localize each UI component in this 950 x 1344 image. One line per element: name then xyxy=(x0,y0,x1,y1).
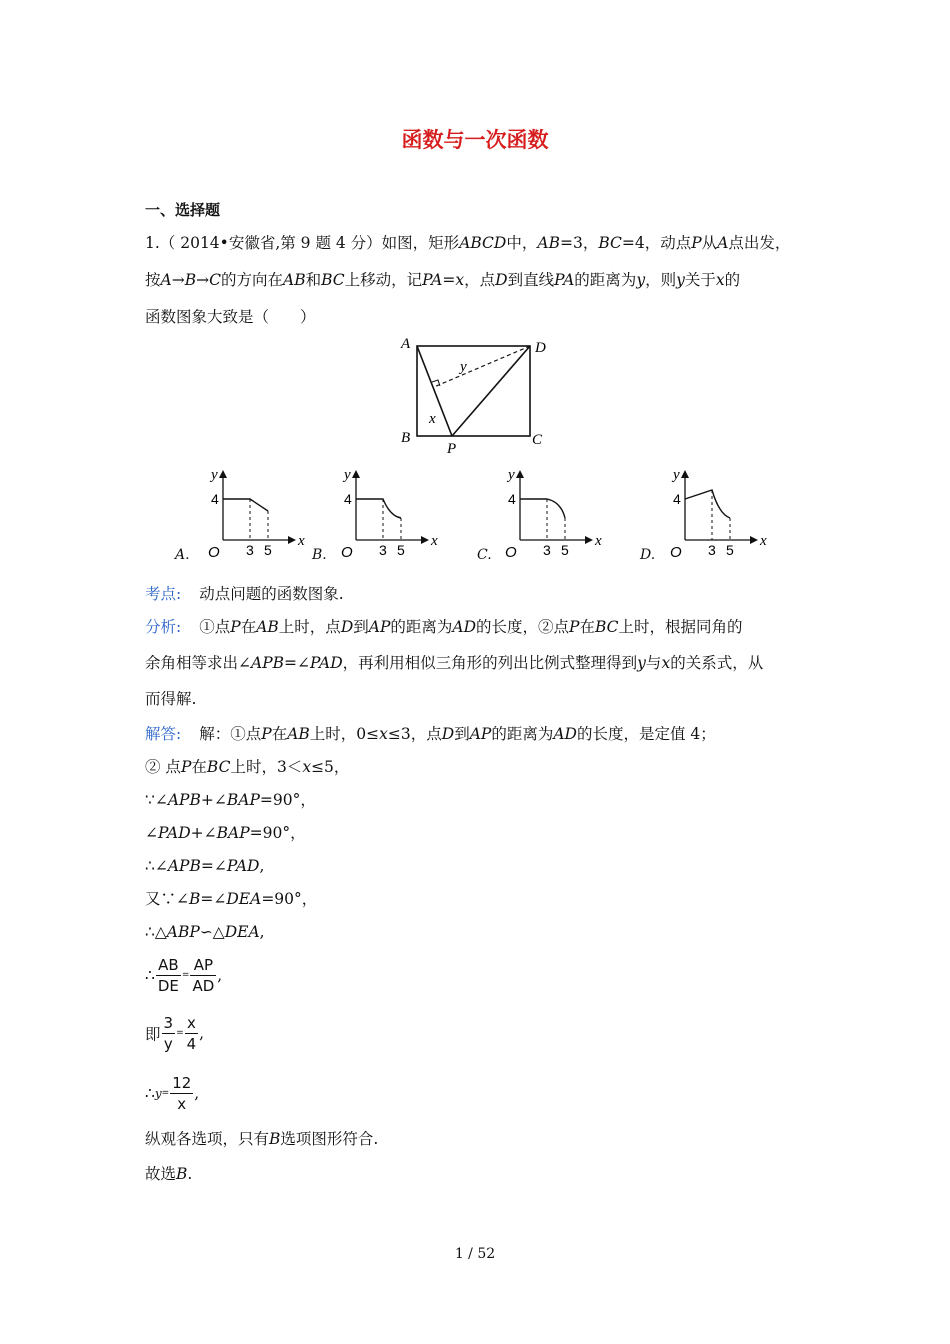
y-label: y xyxy=(344,467,351,483)
question-number: 1. xyxy=(145,234,160,252)
tick-4: 4 xyxy=(508,491,516,507)
option-b-label[interactable]: B. xyxy=(312,547,327,563)
fenxi-line-2: 余角相等求出∠APB=∠PAD，再利用相似三角形的列出比例式整理得到y与x的关系式，从 xyxy=(145,654,764,672)
tick-3: 3 xyxy=(543,542,551,558)
jieda-line-4: ∠PAD+∠BAP=90°， xyxy=(145,824,306,842)
option-c-label[interactable]: C. xyxy=(477,547,492,563)
option-c-graph xyxy=(497,462,607,562)
label-p: P xyxy=(447,441,457,457)
tick-3: 3 xyxy=(379,542,387,558)
tick-5: 5 xyxy=(726,542,734,558)
label-x: x xyxy=(429,411,436,427)
question-line-3: 函数图象大致是（ ） xyxy=(145,308,316,326)
perpendicular-de xyxy=(434,346,530,387)
y-label: y xyxy=(673,467,680,483)
jieda-line-2: ② 点P在BC上时，3＜x≤5， xyxy=(145,758,350,776)
origin-label: O xyxy=(670,544,682,561)
x-arrow xyxy=(288,536,296,544)
x-label: x xyxy=(595,533,602,549)
x-arrow xyxy=(585,536,593,544)
jieda-label: 解答: xyxy=(145,725,182,743)
tick-4: 4 xyxy=(211,491,219,507)
fraction-x-4: $\frac{x}{4}$ xyxy=(186,1014,197,1053)
fraction-line-1: ∴ $\frac{AB}{DE}$ = $\frac{AP}{AD}$ , xyxy=(145,956,223,995)
option-d-graph xyxy=(662,462,772,562)
y-arrow xyxy=(219,470,227,478)
label-c: C xyxy=(532,432,543,448)
tick-3: 3 xyxy=(708,542,716,558)
option-b-graph xyxy=(333,462,443,562)
fraction-line-2: 即 $\frac{3}{y}$ = $\frac{x}{4}$ , xyxy=(145,1014,205,1053)
fraction-line-3: ∴y= $\frac{12}{x}$ , xyxy=(145,1074,200,1113)
fraction-3-y: $\frac{3}{y}$ xyxy=(163,1014,174,1053)
question-line-1: 1.（ 2014•安徽省,第 9 题 4 分）如图，矩形ABCD中，AB=3，BC=4，动点P从A点出发， xyxy=(145,234,791,252)
rectangle-figure xyxy=(395,330,565,460)
x-arrow xyxy=(750,536,758,544)
jieda-line-3: ∵∠APB+∠BAP=90°， xyxy=(145,791,316,809)
fraction-12-x: $\frac{12}{x}$ xyxy=(172,1074,192,1113)
curve xyxy=(685,490,730,518)
label-y: y xyxy=(460,359,467,375)
curve xyxy=(520,499,565,518)
x-label: x xyxy=(431,533,438,549)
origin-label: O xyxy=(341,544,353,561)
tick-4: 4 xyxy=(673,491,681,507)
fenxi-line-3: 而得解. xyxy=(145,690,197,708)
label-a: A xyxy=(401,336,411,352)
fraction-ab-de: $\frac{AB}{DE}$ xyxy=(157,956,179,995)
tick-5: 5 xyxy=(264,542,272,558)
kaodian-line: 考点: 动点问题的函数图象. xyxy=(145,585,344,603)
section-heading: 一、选择题 xyxy=(145,201,221,219)
fraction-ap-ad: $\frac{AP}{AD}$ xyxy=(192,956,215,995)
option-a-graph xyxy=(200,462,310,562)
y-arrow xyxy=(681,470,689,478)
page-number: 1 / 52 xyxy=(454,1246,496,1262)
x-label: x xyxy=(298,533,305,549)
label-b: B xyxy=(401,430,411,446)
fenxi-label: 分析: xyxy=(145,618,182,636)
page-title: 函数与一次函数 xyxy=(401,128,549,152)
jieda-line-1: 解答: 解：①点P在AB上时，0≤x≤3，点D到AP的距离为AD的长度，是定值 4； xyxy=(145,725,716,743)
jieda-line-6: 又∵∠B=∠DEA=90°， xyxy=(145,890,318,908)
option-d-label[interactable]: D. xyxy=(640,547,656,563)
y-label: y xyxy=(508,467,515,483)
label-d: D xyxy=(535,340,546,356)
curve xyxy=(223,499,268,511)
curve xyxy=(356,499,401,518)
fenxi-line-1: 分析: ①点P在AB上时，点D到AP的距离为AD的长度，②点P在BC上时，根据同角的 xyxy=(145,618,743,636)
question-line-2: 按A→B→C的方向在AB和BC上移动，记PA=x，点D到直线PA的距离为y，则y关于x的 xyxy=(145,271,741,289)
x-label: x xyxy=(760,533,767,549)
origin-label: O xyxy=(505,544,517,561)
x-arrow xyxy=(421,536,429,544)
y-label: y xyxy=(211,467,218,483)
tick-4: 4 xyxy=(344,491,352,507)
jieda-line-7: ∴△ABP∽△DEA, xyxy=(145,923,265,941)
tick-5: 5 xyxy=(397,542,405,558)
tick-5: 5 xyxy=(561,542,569,558)
origin-label: O xyxy=(208,544,220,561)
y-arrow xyxy=(352,470,360,478)
y-arrow xyxy=(516,470,524,478)
conclusion-line-1: 纵观各选项，只有B选项图形符合. xyxy=(145,1130,379,1148)
jieda-line-5: ∴∠APB=∠PAD, xyxy=(145,857,265,875)
option-a-label[interactable]: A. xyxy=(175,547,190,563)
conclusion-line-2: 故选B. xyxy=(145,1165,193,1183)
tick-3: 3 xyxy=(246,542,254,558)
kaodian-label: 考点: xyxy=(145,585,182,603)
